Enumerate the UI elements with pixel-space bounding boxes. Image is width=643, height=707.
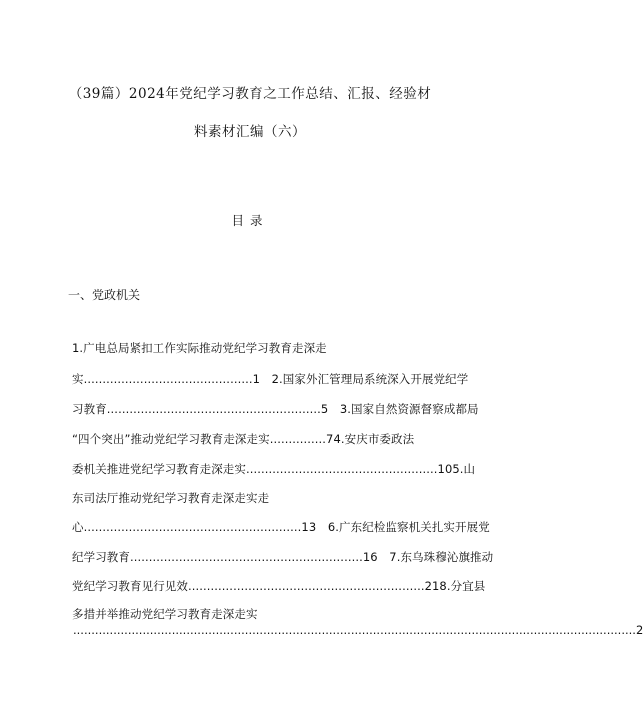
toc-line[interactable]: 委机关推进党纪学习教育走深走实...................................................105.山: [72, 462, 476, 476]
document-title-line-2: 料素材汇编（六）: [194, 124, 306, 140]
toc-leader-dots: ..........................................................................................................................................................: [73, 623, 636, 637]
toc-page-number: 2: [635, 623, 643, 637]
toc-line[interactable]: 实.............................................1 2.国家外汇管理局系统深入开展党纪学: [72, 372, 469, 386]
toc-line[interactable]: 1.广电总局紧扣工作实际推动党纪学习教育走深走: [72, 341, 327, 355]
toc-line[interactable]: 心..........................................................13 6.广东纪检监察机关扎实开展党: [72, 520, 490, 534]
toc-leader-line[interactable]: [73, 623, 643, 637]
toc-line[interactable]: 习教育.........................................................5 3.国家自然资源督察成都局: [72, 402, 479, 416]
toc-line[interactable]: 党纪学习教育见行见效...............................................................218.分宜县: [72, 579, 486, 593]
section-heading: 一、党政机关: [68, 288, 141, 302]
toc-heading: 目录: [231, 213, 269, 228]
toc-line[interactable]: 东司法厅推动党纪学习教育走深走实走: [72, 491, 270, 505]
toc-line[interactable]: 多措并举推动党纪学习教育走深走实: [72, 607, 258, 621]
toc-line[interactable]: 纪学习教育..............................................................16 7.东乌珠穆沁旗推动: [72, 550, 494, 564]
document-title-line-1: （39篇）2024年党纪学习教育之工作总结、汇报、经验材: [68, 86, 432, 102]
toc-line[interactable]: “四个突出”推动党纪学习教育走深走实...............74.安庆市委政法: [72, 432, 415, 446]
